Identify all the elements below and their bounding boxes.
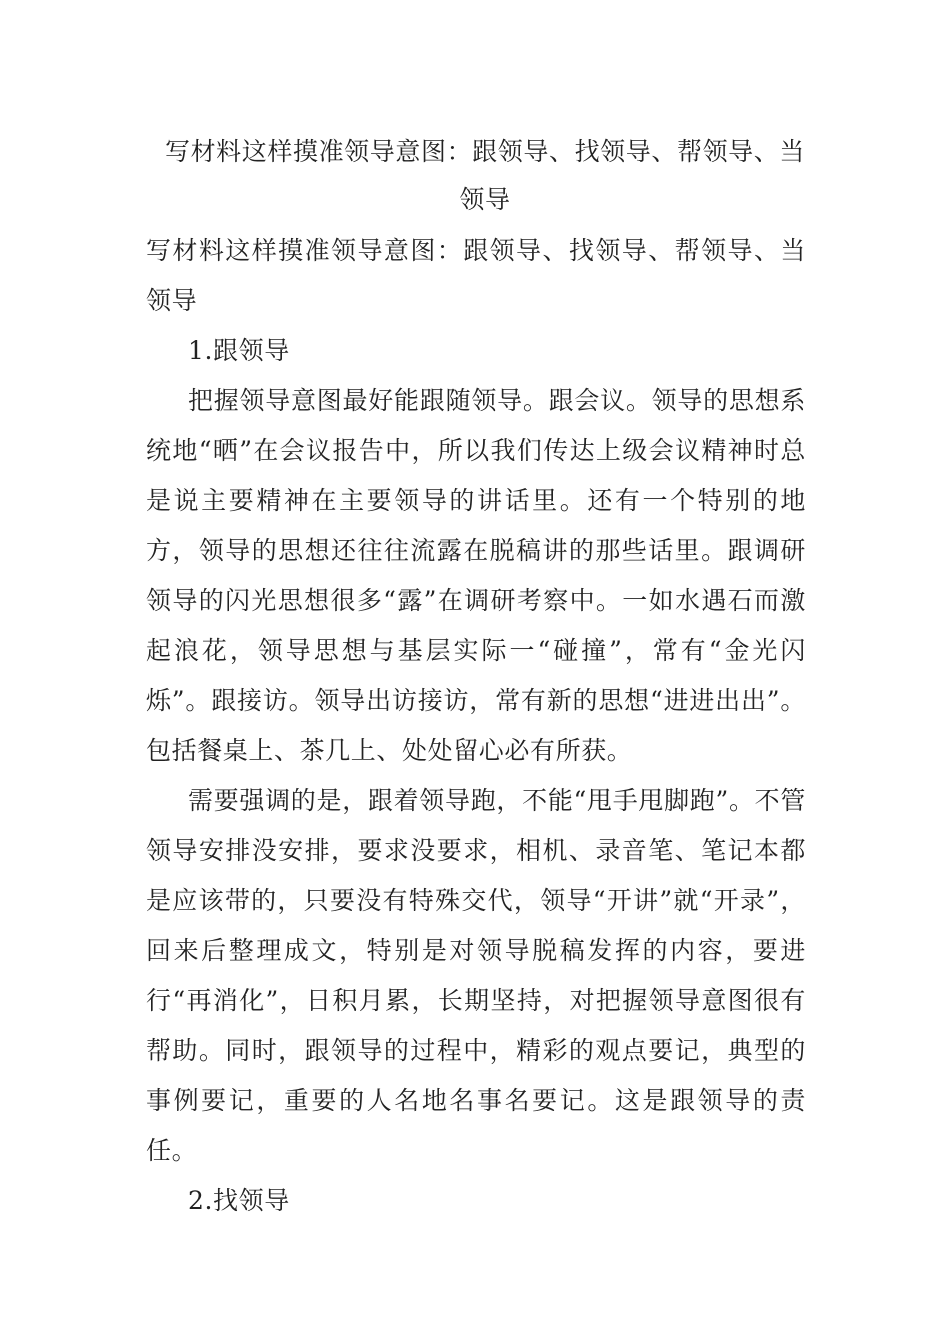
section-heading-follow-leader: 1.跟领导 (188, 336, 290, 365)
section-heading-find-leader: 2.找领导 (188, 1186, 290, 1215)
paragraph-follow-leader-1: 把握领导意图最好能跟随领导。跟会议。领导的思想系统地“晒”在会议报告中，所以我们传达上级会议精神时总是说主要精神在主要领导的讲话里。还有一个特别的地方，领导的思想还往往流露在脱稿讲的那些话里。跟调研领导的闪光思想很多“露”在调研考察中。一如水遇石而激起浪花，领导思想与基层实际一“碰撞”，常有“金光闪烁”。跟接访。领导出访接访，常有新的思想“进进出出”。包括餐桌上、茶几上、处处留心必有所获。 (146, 386, 806, 765)
document-title: 写材料这样摸准领导意图：跟领导、找领导、帮领导、当领导 (164, 137, 805, 214)
document-body (146, 128, 806, 1226)
title-repeat-paragraph: 写材料这样摸准领导意图：跟领导、找领导、帮领导、当领导 (146, 236, 806, 315)
paragraph-follow-leader-2: 需要强调的是，跟着领导跑，不能“甩手甩脚跑”。不管领导安排没安排，要求没要求，相机、录音笔、笔记本都是应该带的，只要没有特殊交代，领导“开讲”就“开录”，回来后整理成文，特别是对领导脱稿发挥的内容，要进行“再消化”，日积月累，长期坚持，对把握领导意图很有帮助。同时，跟领导的过程中，精彩的观点要记，典型的事例要记，重要的人名地名事名要记。这是跟领导的责任。 (146, 786, 806, 1165)
